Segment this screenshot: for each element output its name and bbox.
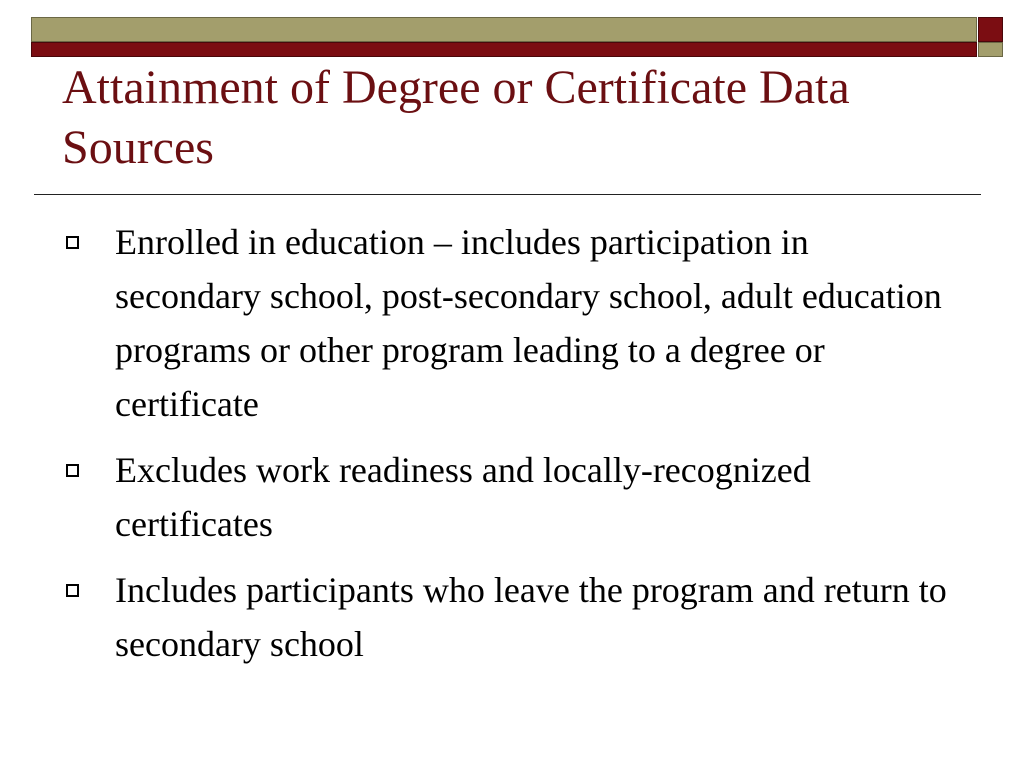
hollow-square-bullet-icon [66, 236, 79, 249]
title-divider [34, 194, 981, 195]
hollow-square-bullet-icon [66, 584, 79, 597]
bullet-item-includes [62, 563, 962, 671]
slide-title: Attainment of Degree or Certificate Data Sources [62, 61, 850, 174]
bullet-item-excludes [62, 443, 962, 551]
hollow-square-bullet-icon [66, 464, 79, 477]
header-bar-olive [31, 17, 977, 42]
bullet-text: Enrolled in education – includes participation in secondary school, post-secondary school, adult education programs or other program leading to a degree or certificate [115, 222, 942, 424]
header-square-olive [978, 42, 1003, 57]
bullet-list [62, 215, 962, 683]
bullet-text: Includes participants who leave the program and return to secondary school [115, 570, 947, 664]
header-square-maroon [978, 17, 1003, 42]
header-bar-maroon [31, 42, 977, 57]
bullet-item-enrolled [62, 215, 962, 431]
bullet-text: Excludes work readiness and locally-recognized certificates [115, 450, 811, 544]
